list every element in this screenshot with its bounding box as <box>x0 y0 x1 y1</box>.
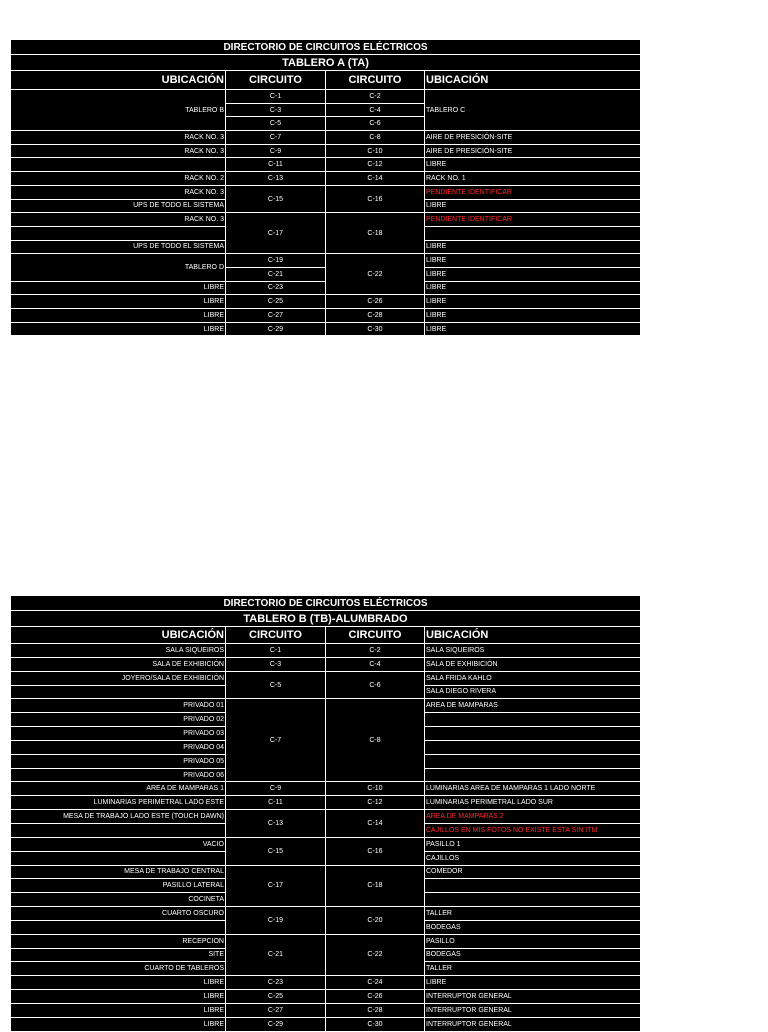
location-cell: PRIVADO 03 <box>11 727 226 741</box>
location-cell: LUMINARIAS PERIMETRAL LADO ESTE <box>11 796 226 810</box>
location-cell: SALA SIQUEIROS <box>425 644 640 658</box>
circuit-cell: C-21 <box>226 268 326 282</box>
location-cell: MESA DE TRABAJO LADO ESTE (TOUCH DAWN) <box>11 810 226 824</box>
circuit-cell: C-10 <box>326 145 425 159</box>
location-cell: PRIVADO 01 <box>11 699 226 713</box>
circuit-cell: C-11 <box>226 158 326 172</box>
location-cell: LIBRE <box>425 254 640 268</box>
circuit-cell: C-17 <box>226 213 326 254</box>
location-cell: SALA DE EXHIBICIÓN <box>425 658 640 672</box>
location-cell: SALA FRIDA KAHLO <box>425 672 640 686</box>
location-cell <box>11 686 226 700</box>
circuit-cell: C-20 <box>326 907 425 935</box>
location-cell: LIBRE <box>11 282 226 296</box>
location-cell: SALA DIEGO RIVERA <box>425 686 640 700</box>
location-cell: UPS DE TODO EL SISTEMA <box>11 241 226 255</box>
circuit-cell: C-30 <box>326 323 425 337</box>
circuit-cell: C-1 <box>226 90 326 104</box>
location-cell: VACIO <box>11 838 226 852</box>
circuit-cell: C-5 <box>226 117 326 131</box>
circuit-cell: C-17 <box>226 866 326 908</box>
circuit-cell: C-18 <box>326 213 425 254</box>
circuit-cell: C-8 <box>326 699 425 782</box>
location-cell: PASILLO LATERAL <box>11 879 226 893</box>
circuit-cell: C-7 <box>226 699 326 782</box>
location-cell: CUARTO OSCURO <box>11 907 226 921</box>
column-header: CIRCUITO <box>226 627 326 644</box>
location-cell <box>425 893 640 907</box>
circuit-cell: C-15 <box>226 838 326 866</box>
circuit-cell: C-28 <box>326 309 425 323</box>
location-cell: PENDIENTE IDENTIFICAR <box>425 186 640 200</box>
location-cell: LIBRE <box>11 990 226 1004</box>
circuit-cell: C-14 <box>326 172 425 186</box>
circuit-cell: C-26 <box>326 295 425 309</box>
circuit-cell: C-6 <box>326 117 425 131</box>
location-cell: LIBRE <box>11 323 226 337</box>
circuit-cell: C-16 <box>326 838 425 866</box>
location-cell: SALA SIQUEIROS <box>11 644 226 658</box>
circuit-cell: C-4 <box>326 104 425 118</box>
circuit-cell: C-14 <box>326 810 425 838</box>
circuit-cell: C-22 <box>326 935 425 977</box>
location-cell: AIRE DE PRESICIÓN-SITE <box>425 145 640 159</box>
circuit-cell: C-15 <box>226 186 326 213</box>
location-cell: LIBRE <box>425 295 640 309</box>
location-cell: BODEGAS <box>425 921 640 935</box>
table-b-grid <box>11 627 640 1032</box>
location-cell: RACK NO. 2 <box>11 172 226 186</box>
circuit-cell: C-13 <box>226 810 326 838</box>
location-cell: PRIVADO 05 <box>11 755 226 769</box>
location-cell: LIBRE <box>11 976 226 990</box>
circuit-cell: C-22 <box>326 254 425 295</box>
column-header: UBICACIÓN <box>425 627 640 644</box>
location-cell <box>11 227 226 241</box>
circuit-cell: C-2 <box>326 644 425 658</box>
location-cell <box>425 727 640 741</box>
location-cell: LIBRE <box>425 268 640 282</box>
location-cell <box>11 158 226 172</box>
location-cell: AIRE DE PRESICIÓN-SITE <box>425 131 640 145</box>
location-cell: LIBRE <box>425 323 640 337</box>
location-cell: RACK NO. 3 <box>11 145 226 159</box>
circuit-cell: C-4 <box>326 658 425 672</box>
location-cell: LIBRE <box>11 1004 226 1018</box>
location-cell: LIBRE <box>425 200 640 214</box>
location-cell: TALLER <box>425 962 640 976</box>
circuit-cell: C-3 <box>226 658 326 672</box>
location-cell <box>425 713 640 727</box>
location-cell: JOYERO/SALA DE EXHIBICIÓN <box>11 672 226 686</box>
circuit-cell: C-6 <box>326 672 425 700</box>
location-cell: RACK NO. 3 <box>11 131 226 145</box>
circuit-cell: C-19 <box>226 907 326 935</box>
column-header: UBICACIÓN <box>425 71 640 90</box>
location-cell: COMEDOR <box>425 866 640 880</box>
circuit-cell: C-9 <box>226 145 326 159</box>
location-cell: LIBRE <box>425 282 640 296</box>
circuit-cell: C-21 <box>226 935 326 977</box>
location-cell: LIBRE <box>11 295 226 309</box>
circuit-cell: C-23 <box>226 976 326 990</box>
table-a-grid <box>11 71 640 336</box>
circuit-cell: C-29 <box>226 1018 326 1032</box>
circuit-cell: C-8 <box>326 131 425 145</box>
location-cell: LIBRE <box>11 309 226 323</box>
circuit-cell: C-23 <box>226 282 326 296</box>
circuit-cell: C-11 <box>226 796 326 810</box>
location-cell: LUMINARIAS AREA DE MAMPARAS 1 LADO NORTE <box>425 782 640 796</box>
circuit-cell: C-30 <box>326 1018 425 1032</box>
location-cell: INTERRUPTOR GENERAL <box>425 990 640 1004</box>
circuit-cell: C-18 <box>326 866 425 908</box>
location-cell <box>425 769 640 783</box>
circuit-cell: C-10 <box>326 782 425 796</box>
location-cell: AREA DE MAMPARAS <box>425 699 640 713</box>
location-cell: SALA DE EXHIBICIÓN <box>11 658 226 672</box>
circuit-cell: C-25 <box>226 295 326 309</box>
location-cell: TABLERO B <box>11 90 226 131</box>
location-cell: LIBRE <box>425 976 640 990</box>
table-a-title: DIRECTORIO DE CIRCUITOS ELÉCTRICOS <box>11 40 640 55</box>
circuit-cell: C-12 <box>326 796 425 810</box>
location-cell: LIBRE <box>11 1018 226 1032</box>
location-cell: RACK NO. 3 <box>11 213 226 227</box>
circuit-directory-table-b <box>11 596 640 1032</box>
circuit-cell: C-2 <box>326 90 425 104</box>
location-cell: LIBRE <box>425 241 640 255</box>
location-cell <box>11 824 226 838</box>
circuit-cell: C-16 <box>326 186 425 213</box>
location-cell <box>11 852 226 866</box>
location-cell: CAJILLOS EN MIS FOTOS NO EXISTE ESTA SIN ITM <box>425 824 640 838</box>
location-cell <box>11 921 226 935</box>
location-cell: CUARTO DE TABLEROS <box>11 962 226 976</box>
table-b-title: DIRECTORIO DE CIRCUITOS ELÉCTRICOS <box>11 596 640 611</box>
circuit-cell: C-1 <box>226 644 326 658</box>
column-header: CIRCUITO <box>326 627 425 644</box>
circuit-cell: C-29 <box>226 323 326 337</box>
location-cell: RACK NO. 1 <box>425 172 640 186</box>
location-cell <box>425 741 640 755</box>
location-cell: AREA DE MAMPARAS 1 <box>11 782 226 796</box>
circuit-cell: C-27 <box>226 309 326 323</box>
circuit-cell: C-13 <box>226 172 326 186</box>
location-cell: AREA DE MAMPARAS 2 <box>425 810 640 824</box>
location-cell: PRIVADO 04 <box>11 741 226 755</box>
location-cell: MESA DE TRABAJO CENTRAL <box>11 866 226 880</box>
column-header: CIRCUITO <box>326 71 425 90</box>
location-cell: COCINETA <box>11 893 226 907</box>
location-cell: TABLERO D <box>11 254 226 281</box>
column-header: UBICACIÓN <box>11 71 226 90</box>
location-cell: UPS DE TODO EL SISTEMA <box>11 200 226 214</box>
circuit-cell: C-9 <box>226 782 326 796</box>
column-header: CIRCUITO <box>226 71 326 90</box>
location-cell <box>425 755 640 769</box>
location-cell: PASILLO <box>425 935 640 949</box>
circuit-cell: C-24 <box>326 976 425 990</box>
location-cell: SITE <box>11 949 226 963</box>
circuit-cell: C-5 <box>226 672 326 700</box>
location-cell <box>425 227 640 241</box>
table-a-subtitle: TABLERO A (TA) <box>11 55 640 71</box>
location-cell: PRIVADO 02 <box>11 713 226 727</box>
location-cell: CAJILLOS <box>425 852 640 866</box>
circuit-cell: C-28 <box>326 1004 425 1018</box>
circuit-cell: C-3 <box>226 104 326 118</box>
location-cell: LIBRE <box>425 309 640 323</box>
location-cell: TALLER <box>425 907 640 921</box>
circuit-cell: C-7 <box>226 131 326 145</box>
location-cell: LUMINARIAS PERIMETRAL LADO SUR <box>425 796 640 810</box>
location-cell: PASILLO 1 <box>425 838 640 852</box>
circuit-cell: C-26 <box>326 990 425 1004</box>
location-cell: TABLERO C <box>425 90 640 131</box>
circuit-cell: C-27 <box>226 1004 326 1018</box>
circuit-directory-table-a <box>11 40 640 336</box>
location-cell: PENDIENTE IDENTIFICAR <box>425 213 640 227</box>
circuit-cell: C-12 <box>326 158 425 172</box>
location-cell: RACK NO. 3 <box>11 186 226 200</box>
location-cell: INTERRUPTOR GENERAL <box>425 1018 640 1032</box>
column-header: UBICACIÓN <box>11 627 226 644</box>
location-cell: INTERRUPTOR GENERAL <box>425 1004 640 1018</box>
circuit-cell: C-19 <box>226 254 326 268</box>
location-cell: RECEPCION <box>11 935 226 949</box>
location-cell: PRIVADO 06 <box>11 769 226 783</box>
table-b-subtitle: TABLERO B (TB)-ALUMBRADO <box>11 611 640 627</box>
location-cell: BODEGAS <box>425 949 640 963</box>
location-cell: LIBRE <box>425 158 640 172</box>
circuit-cell: C-25 <box>226 990 326 1004</box>
location-cell <box>425 879 640 893</box>
